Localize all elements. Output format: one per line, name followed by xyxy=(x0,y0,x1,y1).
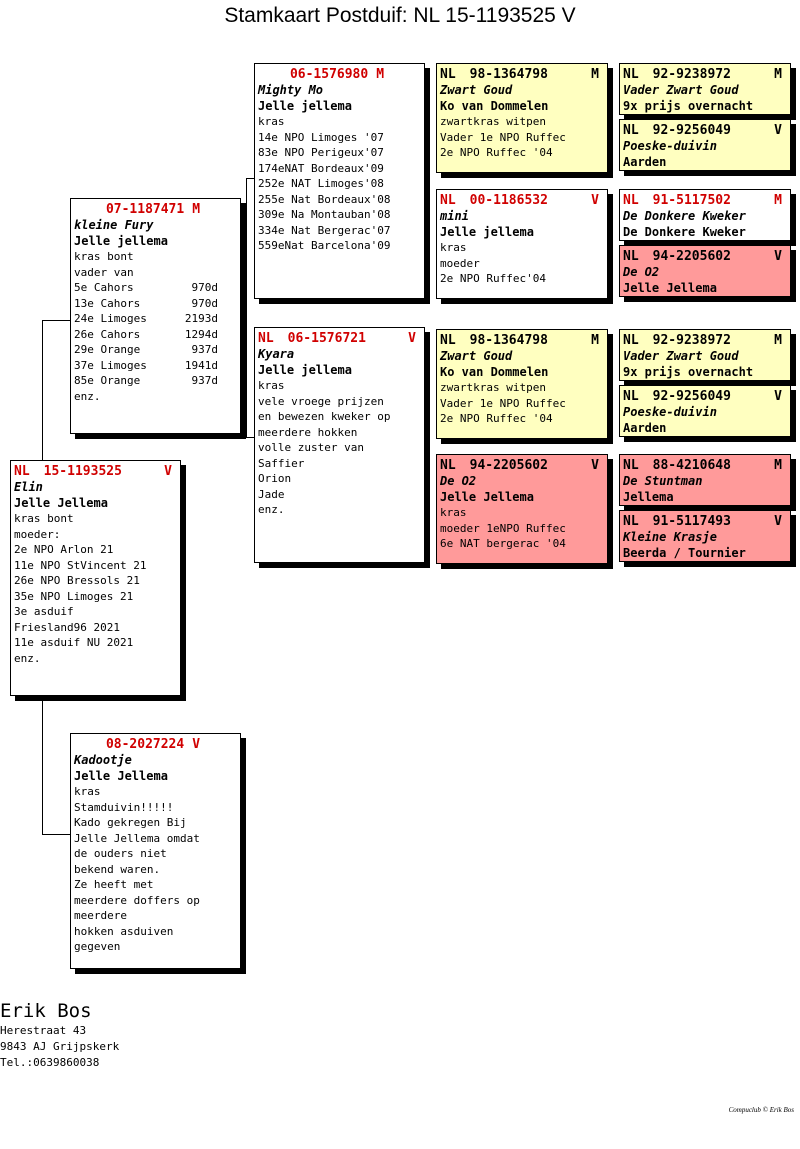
description-line: Vader 1e NPO Ruffec xyxy=(440,130,566,144)
pigeon-name: kleine Fury xyxy=(74,218,154,232)
pigeon-name: mini xyxy=(440,209,469,223)
owner-name: Jelle jellema xyxy=(440,224,534,239)
race-name: 26e Cahors xyxy=(74,327,141,341)
description-line: 6e NAT bergerac '04 xyxy=(440,537,566,550)
description-line: Vader 1e NPO Ruffec xyxy=(440,396,566,410)
ring-number: NL 94-2205602 V xyxy=(623,249,782,264)
result-row xyxy=(74,296,240,312)
description-line: hokken asduiven xyxy=(74,924,174,938)
ring-number: NL 92-9238972 M xyxy=(623,333,782,348)
description-line: vele vroege prijzen xyxy=(258,394,384,408)
race-distance: 2193d xyxy=(184,312,218,325)
description-line: moeder xyxy=(440,256,480,270)
description-line: enz. xyxy=(74,389,101,403)
description-list xyxy=(258,114,424,254)
owner-city: 9843 AJ Grijpskerk xyxy=(0,1040,120,1053)
owner-name: Ko van Dommelen xyxy=(440,364,549,379)
ring-number: NL 00-1186532 V xyxy=(440,193,599,208)
owner-name: Jelle jellema xyxy=(258,98,352,113)
owner-name: Jellema xyxy=(623,489,674,504)
description-line: kras xyxy=(440,506,467,519)
description-line: meerdere hokken xyxy=(258,425,358,439)
description-line: zwartkras witpen xyxy=(440,115,546,128)
ring-number: NL 91-5117493 V xyxy=(623,514,782,529)
race-name: 29e Orange xyxy=(74,343,141,356)
owner-name: Aarden xyxy=(623,420,667,435)
description-line: Jelle Jellema omdat xyxy=(74,831,200,845)
description-line: Stamduivin!!!!! xyxy=(74,800,174,814)
description-line: 2e NPO Ruffec'04 xyxy=(440,272,546,285)
pigeon-name: Mighty Mo xyxy=(258,83,324,97)
pigeon-name: Kleine Krasje xyxy=(623,530,717,544)
description-line: 11e NPO StVincent 21 xyxy=(14,558,147,572)
description-line: kras xyxy=(258,379,285,392)
mother-card[interactable] xyxy=(70,733,241,969)
owner-name: Beerda / Tournier xyxy=(623,545,746,560)
father-card[interactable] xyxy=(70,198,241,434)
owner-name: 9x prijs overnacht xyxy=(623,98,754,113)
ancestor-card-g8[interactable] xyxy=(619,510,791,562)
description-line: kras xyxy=(440,241,467,254)
race-name: 85e Orange xyxy=(74,374,141,387)
description-line: 252e NAT Limoges'08 xyxy=(258,177,384,190)
description-line: kras xyxy=(74,785,101,798)
owner-name: 9x prijs overnacht xyxy=(623,364,754,379)
description-list xyxy=(14,511,180,666)
connector-line xyxy=(42,834,70,835)
pigeon-name: Vader Zwart Goud xyxy=(623,83,739,97)
ring-number: 06-1576980 M xyxy=(289,67,385,82)
paternal-grandfather-card[interactable] xyxy=(254,63,425,299)
pigeon-name: Zwart Goud xyxy=(440,83,513,97)
race-name: 24e Limoges xyxy=(74,312,147,325)
ancestor-card-g4[interactable] xyxy=(619,245,791,297)
ancestor-card-g5[interactable] xyxy=(619,329,791,381)
ring-number: NL 06-1576721 V xyxy=(258,331,416,346)
description-line: 14e NPO Limoges '07 xyxy=(258,130,384,144)
description-line: Orion xyxy=(258,472,292,485)
pigeon-name: Poeske-duivin xyxy=(623,139,717,153)
connector-line xyxy=(246,178,247,438)
description-line: 3e asduif xyxy=(14,605,74,618)
result-row xyxy=(74,358,240,374)
description-list xyxy=(74,249,240,280)
pigeon-name: Kadootje xyxy=(74,753,132,767)
description-line: Friesland96 2021 xyxy=(14,620,120,634)
description-line: 334e Nat Bergerac'07 xyxy=(258,223,391,237)
description-line: en bewezen kweker op xyxy=(258,410,391,423)
description-line: enz. xyxy=(258,503,285,516)
description-list xyxy=(440,114,607,161)
ring-number: NL 88-4210648 M xyxy=(623,458,782,473)
description-list xyxy=(440,505,607,552)
ring-number: NL 91-5117502 M xyxy=(623,193,782,208)
ring-number: NL 98-1364798 M xyxy=(440,333,599,348)
description-line: bekend waren. xyxy=(74,862,161,876)
description-line: 309e Na Montauban'08 xyxy=(258,208,391,221)
description-line: 174eNAT Bordeaux'09 xyxy=(258,161,384,175)
description-line: kras xyxy=(258,115,285,128)
pigeon-name: De Stuntman xyxy=(623,474,703,488)
owner-name: Jelle Jellema xyxy=(74,768,168,783)
description-line: meerdere doffers op xyxy=(74,893,200,907)
description-line: 2e NPO Ruffec '04 xyxy=(440,146,553,159)
description-line: de ouders niet xyxy=(74,847,167,860)
description-line: moeder: xyxy=(14,527,61,541)
ring-number: 08-2027224 V xyxy=(105,737,201,752)
ring-number: NL 92-9256049 V xyxy=(623,123,782,138)
race-name: 13e Cahors xyxy=(74,296,141,310)
description-line: 35e NPO Limoges 21 xyxy=(14,589,134,603)
pigeon-name: De Donkere Kweker xyxy=(623,209,746,223)
description-line: Jade xyxy=(258,487,285,501)
description-list xyxy=(258,378,424,518)
description-line: meerdere xyxy=(74,909,127,922)
description-line: Kado gekregen Bij xyxy=(74,816,187,829)
race-distance: 1941d xyxy=(184,358,218,372)
race-name: 37e Limoges xyxy=(74,358,147,372)
description-line: 11e asduif NU 2021 xyxy=(14,636,134,649)
ring-number: 07-1187471 M xyxy=(105,202,201,217)
description-line: 255e Nat Bordeaux'08 xyxy=(258,192,391,206)
race-distance: 1294d xyxy=(184,327,218,341)
description-list xyxy=(440,240,607,287)
ring-number: NL 98-1364798 M xyxy=(440,67,599,82)
ring-number: NL 92-9238972 M xyxy=(623,67,782,82)
ancestor-card-g6[interactable] xyxy=(619,385,791,437)
paternal-grandmother-card[interactable] xyxy=(254,327,425,563)
description-line: volle zuster van xyxy=(258,441,364,454)
description-line: gegeven xyxy=(74,940,121,953)
description-line: moeder 1eNPO Ruffec xyxy=(440,521,566,535)
description-list xyxy=(74,784,240,955)
description-line: kras bont xyxy=(74,250,134,263)
ring-number: NL 15-1193525 V xyxy=(14,464,172,479)
ancestor-card-fmm[interactable] xyxy=(436,454,608,564)
result-row xyxy=(74,342,240,358)
description-line: 559eNat Barcelona'09 xyxy=(258,239,391,252)
pigeon-name: Kyara xyxy=(258,347,295,361)
ancestor-card-g3[interactable] xyxy=(619,189,791,241)
description-list xyxy=(440,380,607,427)
ancestor-card-fff[interactable] xyxy=(436,63,608,173)
ancestor-card-g7[interactable] xyxy=(619,454,791,506)
pigeon-name: Poeske-duivin xyxy=(623,405,717,419)
pigeon-name: Vader Zwart Goud xyxy=(623,349,739,363)
owner-phone: Tel.:0639860038 xyxy=(0,1056,100,1069)
description-line: kras bont xyxy=(14,512,74,525)
credit-text: Compuclub © Erik Bos xyxy=(728,1106,794,1114)
owner-name: Ko van Dommelen xyxy=(440,98,549,113)
owner-name: Jelle Jellema xyxy=(14,495,108,510)
ancestor-card-g1[interactable] xyxy=(619,63,791,115)
race-name: 5e Cahors xyxy=(74,281,134,294)
description-line: 2e NPO Arlon 21 xyxy=(14,543,114,556)
owner-name: De Donkere Kweker xyxy=(623,224,746,239)
page-title: Stamkaart Postduif: NL 15-1193525 V xyxy=(224,4,576,27)
owner-name: Jelle jellema xyxy=(258,362,352,377)
pigeon-name: De O2 xyxy=(623,265,660,279)
description-line: 26e NPO Bressols 21 xyxy=(14,574,140,587)
result-row xyxy=(74,327,240,343)
race-distance: 970d xyxy=(191,281,218,294)
ring-number: NL 92-9256049 V xyxy=(623,389,782,404)
ancestor-card-ffm[interactable] xyxy=(436,189,608,299)
owner-name: Jelle Jellema xyxy=(623,280,717,295)
pigeon-name: Zwart Goud xyxy=(440,349,513,363)
owner-name: Jelle jellema xyxy=(74,233,168,248)
subject-card[interactable] xyxy=(10,460,181,696)
description-line: enz. xyxy=(14,651,41,665)
ancestor-card-g2[interactable] xyxy=(619,119,791,171)
result-row xyxy=(74,280,240,296)
connector-line xyxy=(42,700,43,835)
result-row xyxy=(74,373,240,389)
race-distance: 970d xyxy=(191,296,218,310)
connector-line xyxy=(42,320,43,460)
owner-footer-name: Erik Bos xyxy=(0,1000,92,1022)
description-line: vader van xyxy=(74,265,134,279)
connector-line xyxy=(42,320,70,321)
owner-street: Herestraat 43 xyxy=(0,1024,87,1037)
results-list xyxy=(74,280,240,389)
description-line: 83e NPO Perigeux'07 xyxy=(258,146,384,159)
description-line: zwartkras witpen xyxy=(440,381,546,394)
race-distance: 937d xyxy=(191,374,218,387)
description-line: Saffier xyxy=(258,456,305,470)
race-distance: 937d xyxy=(191,343,218,356)
pigeon-name: Elin xyxy=(14,480,43,494)
ancestor-card-fmf[interactable] xyxy=(436,329,608,439)
owner-name: Jelle Jellema xyxy=(440,489,534,504)
description-line: 2e NPO Ruffec '04 xyxy=(440,412,553,425)
result-row xyxy=(74,311,240,327)
owner-name: Aarden xyxy=(623,154,667,169)
ring-number: NL 94-2205602 V xyxy=(440,458,599,473)
pigeon-name: De O2 xyxy=(440,474,477,488)
description-line: Ze heeft met xyxy=(74,878,154,891)
